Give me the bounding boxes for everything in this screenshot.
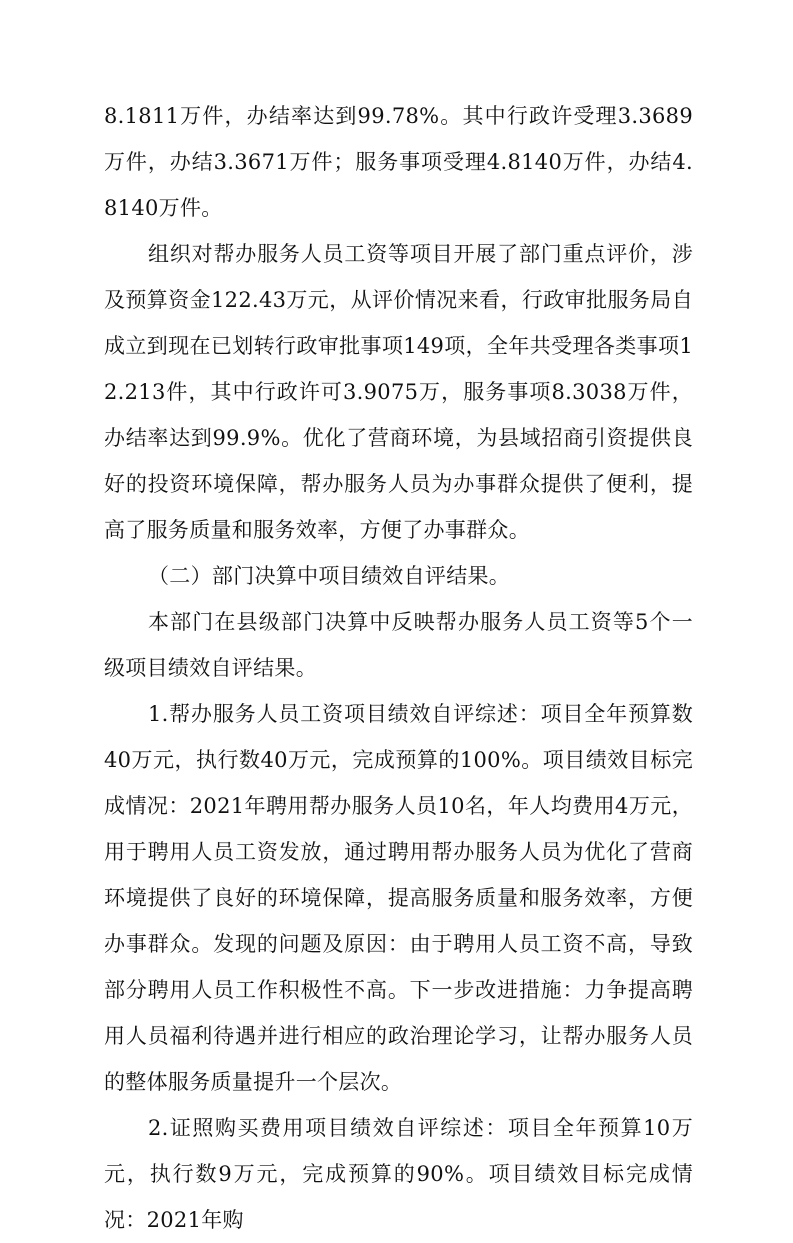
paragraph-item-2: 2.证照购买费用项目绩效自评综述：项目全年预算10万元，执行数9万元，完成预算的90%。项目绩效目标完成情况：2021年购 [104, 1116, 693, 1232]
document-body [104, 93, 693, 1243]
paragraph-intro: 本部门在县级部门决算中反映帮办服务人员工资等5个一级项目绩效自评结果。 [104, 610, 693, 680]
paragraph-continuation: 8.1811万件，办结率达到99.78%。其中行政许受理3.3689万件，办结3.3671万件；服务事项受理4.8140万件，办结4.8140万件。 [104, 104, 693, 220]
paragraph-item-1: 1.帮办服务人员工资项目绩效自评综述：项目全年预算数40万元，执行数40万元，完成预算的100%。项目绩效目标完成情况：2021年聘用帮办服务人员10名，年人均费用4万元，用于聘用人员工资发放，通过聘用帮办服务人员为优化了营商环境提供了良好的环境保障，提高服务质量和服务效率，方便办事群众。发现的问题及原因：由于聘用人员工资不高，导致部分聘用人员工作积极性不高。下一步改进措施：力争提高聘用人员福利待遇并进行相应的政治理论学习，让帮办服务人员的整体服务质量提升一个层次。 [104, 702, 693, 1094]
paragraph-key-evaluation: 组织对帮办服务人员工资等项目开展了部门重点评价，涉及预算资金122.43万元，从评价情况来看，行政审批服务局自成立到现在已划转行政审批事项149项，全年共受理各类事项12.213件，其中行政许可3.9075万，服务事项8.3038万件，办结率达到99.9%。优化了营商环境，为县域招商引资提供良好的投资环境保障，帮办服务人员为办事群众提供了便利，提高了服务质量和服务效率，方便了办事群众。 [104, 242, 693, 542]
section-heading: （二）部门决算中项目绩效自评结果。 [148, 564, 511, 588]
